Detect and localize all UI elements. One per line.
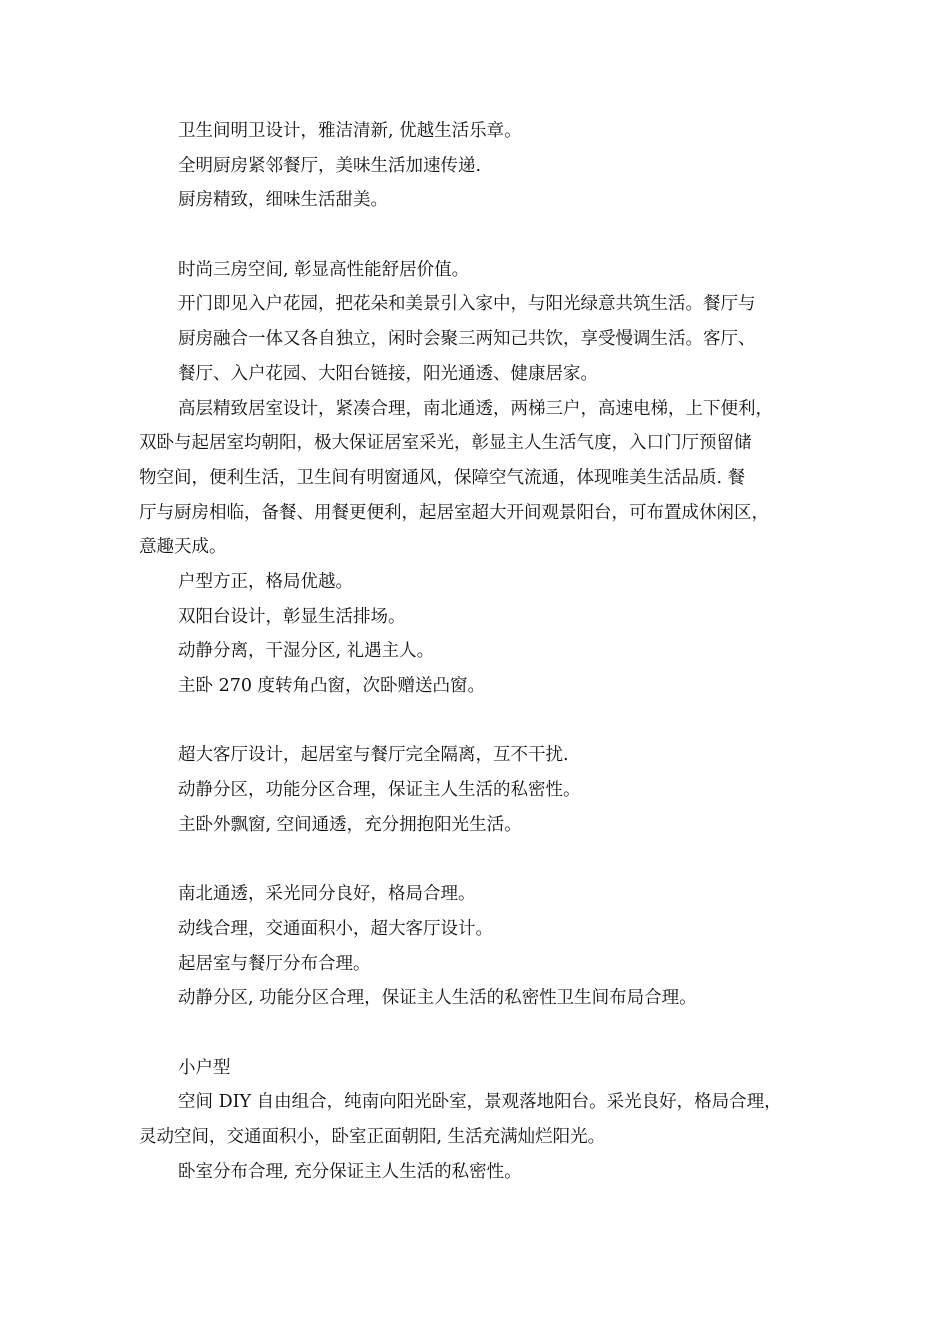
text-line: 动静分区, 功能分区合理，保证主人生活的私密性卫生间布局合理。	[178, 988, 697, 1009]
text-line: 卧室分布合理, 充分保证主人生活的私密性。	[178, 1161, 522, 1182]
text-line: 卫生间明卫设计，雅洁清新, 优越生活乐章。	[178, 121, 522, 141]
text-line: 时尚三房空间, 彰显高性能舒居价值。	[178, 259, 470, 280]
text-line: 双卧与起居室均朝阳，极大保证居室采光，彰显主人生活气度，入口门厅预留储	[139, 433, 752, 454]
text-line: 开门即见入户花园，把花朵和美景引入家中，与阳光绿意共筑生活。餐厅与	[178, 294, 756, 315]
text-line: 主卧外飘窗, 空间通透，充分拥抱阳光生活。	[178, 814, 522, 835]
blank-line	[139, 704, 829, 739]
text-line: 南北通透，采光同分良好，格局合理。	[178, 884, 476, 905]
text-line: 动线合理，交通面积小，超大客厅设计。	[178, 918, 493, 939]
text-line: 厅与厨房相临，备餐、用餐更便利，起居室超大开间观景阳台，可布置成休闲区，	[139, 502, 769, 523]
text-line: 空间 DIY 自由组合，纯南向阳光卧室，景观落地阳台。采光良好，格局合理，	[178, 1092, 782, 1113]
text-line: 全明厨房紧邻餐厅，美味生活加速传递.	[178, 155, 482, 176]
section-heading: 小户型	[178, 1057, 231, 1078]
text-line: 户型方正，格局优越。	[178, 571, 353, 592]
text-line: 双阳台设计，彰显生活排场。	[178, 606, 406, 627]
text-line: 动静分离，干湿分区, 礼遇主人。	[178, 641, 435, 662]
text-line: 主卧 270 度转角凸窗，次卧赠送凸窗。	[178, 676, 486, 696]
text-line: 起居室与餐厅分布合理。	[178, 953, 371, 974]
text-line: 厨房融合一体又各自独立，闲时会聚三两知己共饮，享受慢调生活。客厅、	[178, 329, 756, 350]
text-line: 意趣天成。	[139, 537, 227, 558]
text-line: 物空间，便利生活，卫生间有明窗通风，保障空气流通，体现唯美生活品质. 餐	[139, 467, 746, 488]
text-line: 厨房精致，细味生活甜美。	[178, 190, 388, 211]
blank-line	[139, 842, 829, 877]
document-body	[139, 114, 829, 1189]
text-line: 高层精致居室设计，紧凑合理，南北通透，两梯三户，高速电梯，上下便利，	[178, 398, 773, 419]
text-line: 灵动空间，交通面积小，卧室正面朝阳, 生活充满灿烂阳光。	[139, 1126, 606, 1147]
text-line: 餐厅、入户花园、大阳台链接，阳光通透、健康居家。	[178, 363, 598, 384]
blank-line	[139, 1016, 829, 1051]
blank-line	[139, 218, 829, 253]
text-line: 超大客厅设计，起居室与餐厅完全隔离，互不干扰.	[178, 745, 569, 766]
text-line: 动静分区，功能分区合理，保证主人生活的私密性。	[178, 780, 581, 801]
